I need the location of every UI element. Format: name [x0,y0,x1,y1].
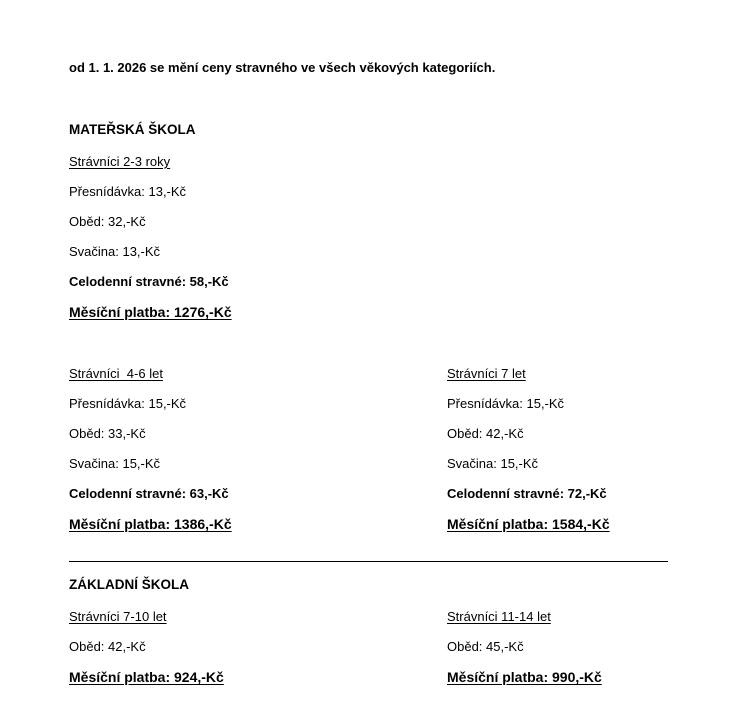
intro-text: od 1. 1. 2026 se mění ceny stravného ve všech věkových kategoriích. [69,60,496,75]
group-11-14-lunch: Oběd: 45,-Kč [447,639,524,654]
group-2-3-daily-total: Celodenní stravné: 58,-Kč [69,274,229,289]
group-7-10-title: Strávníci 7-10 let [69,609,167,624]
group-4-6-title: Strávníci 4-6 let [69,366,163,381]
group-2-3-monthly: Měsíční platba: 1276,-Kč [69,304,232,320]
group-2-3-title: Strávníci 2-3 roky [69,154,171,169]
group-7-10-lunch: Oběd: 42,-Kč [69,639,146,654]
group-7-snack-morning: Přesnídávka: 15,-Kč [447,396,565,411]
group-7-title: Strávníci 7 let [447,366,526,381]
group-7-lunch: Oběd: 42,-Kč [447,426,524,441]
group-2-3-snack-morning: Přesnídávka: 13,-Kč [69,184,187,199]
group-4-6-lunch: Oběd: 33,-Kč [69,426,146,441]
group-2-3-snack-afternoon: Svačina: 13,-Kč [69,244,161,259]
group-4-6-snack-morning: Přesnídávka: 15,-Kč [69,396,187,411]
group-7-snack-afternoon: Svačina: 15,-Kč [447,456,539,471]
group-7-10-monthly: Měsíční platba: 924,-Kč [69,669,224,685]
group-7-daily-total: Celodenní stravné: 72,-Kč [447,486,607,501]
group-4-6-daily-total: Celodenní stravné: 63,-Kč [69,486,229,501]
group-4-6-snack-afternoon: Svačina: 15,-Kč [69,456,161,471]
group-2-3-lunch: Oběd: 32,-Kč [69,214,146,229]
section-divider [69,561,668,562]
primary-school-heading: ZÁKLADNÍ ŠKOLA [69,577,189,592]
group-4-6-monthly: Měsíční platba: 1386,-Kč [69,516,232,532]
group-11-14-title: Strávníci 11-14 let [447,609,551,624]
group-7-monthly: Měsíční platba: 1584,-Kč [447,516,610,532]
kindergarten-heading: MATEŘSKÁ ŠKOLA [69,122,196,137]
group-11-14-monthly: Měsíční platba: 990,-Kč [447,669,602,685]
